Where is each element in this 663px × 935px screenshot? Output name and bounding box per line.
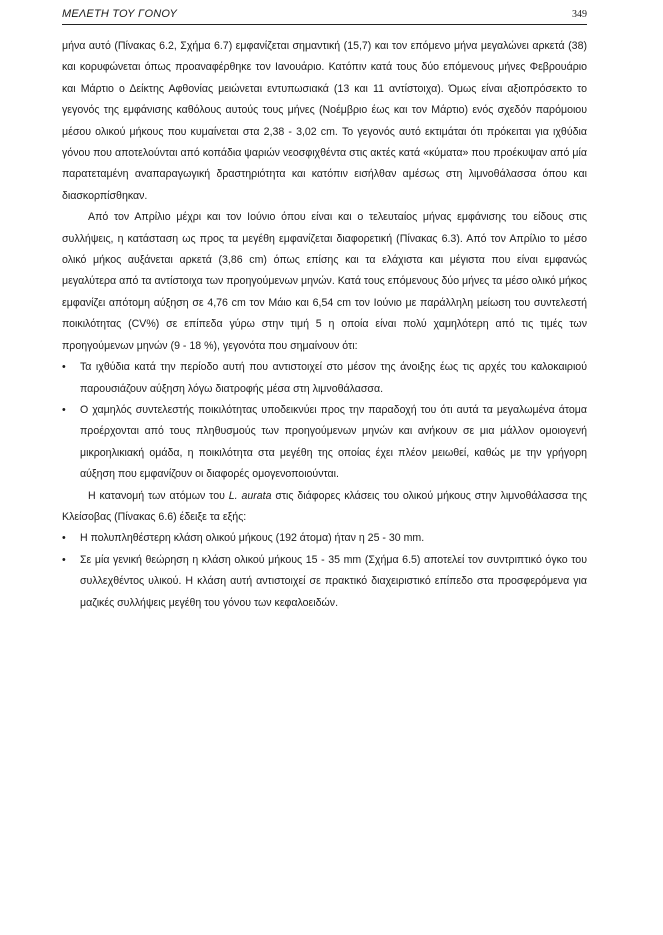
bullet-icon: •: [62, 532, 66, 545]
bullet-list-1: [62, 357, 587, 485]
list-item: [62, 528, 587, 549]
bullet-icon: •: [62, 361, 66, 374]
list-item: [62, 357, 587, 400]
list-item: [62, 550, 587, 614]
list-item-text: Τα ιχθύδια κατά την περίοδο αυτή που αντιστοιχεί στο μέσον της άνοιξης έως τις αρχές του καλοκαιριού παρουσιάζουν αύξηση λόγω διατροφής μέσα στη λιμνοθάλασσα.: [80, 361, 587, 395]
running-header: [62, 8, 587, 28]
paragraph-3-end: στις διάφορες κλάσεις του ολικού μήκους στην λιμνοθάλασσα της Κλείσοβας (Πίνακας 6.6) έδειξε τα εξής:: [62, 489, 587, 523]
list-item-text: Ο χαμηλός συντελεστής ποικιλότητας υποδεικνύει προς την παραδοχή του ότι αυτά τα μεγαλωμένα άτομα προέρχονται από τους πληθυσμούς των προηγούμενων μηνών και ανήκουν σε μια μάλλον ομοιογενή μικροηλικιακή ομάδα, η ποικιλότητα στα μεγέθη της οποίας έχει πλέον μειωθεί, καθώς με την γρήγορη αύξηση που εμφανίζουν οι διαφορές ομογενοποιούνται.: [80, 403, 587, 481]
list-item-text: Σε μία γενική θεώρηση η κλάση ολικού μήκους 15 - 35 mm (Σχήμα 6.5) αποτελεί τον συντριπτικό όγκο του συλλεχθέντος υλικού. Η κλάση αυτή αντιστοιχεί σε πρακτικό διαχειριστικό επίπεδο στα προσφερόμενα για μαζικές συλλήψεις μεγέθη του γόνου των κεφαλοειδών.: [80, 553, 587, 609]
paragraph-1: μήνα αυτό (Πίνακας 6.2, Σχήμα 6.7) εμφανίζεται σημαντική (15,7) και τον επόμενο μήνα μεγαλώνει αρκετά (38) και κορυφώνεται όπως προαναφέρθηκε τον Ιανουάριο. Κατόπιν κατά τους δύο επόμενους μήνες Φεβρουάριο και Μάρτιο ο Δείκτης Αφθονίας μειώνεται εντυπωσιακά (13 και 11 αντίστοιχα). Όμως είναι αξιοπρόσεκτο το γεγονός της εμφάνισης καθόλους αυτούς τους μήνες (Νοέμβριο έως και τον Μάρτιο) ενός σχεδόν παρόμοιου μέσου ολικού μήκους που κυμαίνεται στα 2,38 - 3,02 cm. Το γεγονός αυτό εκτιμάται ότι πρόκειται για ιχθύδια γόνου που αποτελούνται από κοπάδια ψαριών νεοσφιχθέντα στις ακτές κατά «κύματα» που προέκυψαν από μία παρατεταμένη αναπαραγωγική δραστηριότητα και κατόπιν εισήλθαν αμέσως στη λιμνοθάλασσα όπου και διασκορπίσθηκαν.: [62, 40, 587, 202]
paragraph-3: [62, 486, 587, 529]
page-number: 349: [572, 9, 587, 20]
bullet-list-2: [62, 528, 587, 614]
running-title: ΜΕΛΕΤΗ ΤΟΥ ΓΟΝΟΥ: [62, 8, 178, 20]
bullet-icon: •: [62, 403, 66, 416]
list-item-text: Η πολυπληθέστερη κλάση ολικού μήκους (192 άτομα) ήταν η 25 - 30 mm.: [80, 532, 425, 545]
paragraph-3-start: Η κατανομή των ατόμων του: [88, 489, 229, 502]
bullet-icon: •: [62, 553, 66, 566]
species-name: L. aurata: [228, 489, 272, 502]
paragraph-2: Από τον Απρίλιο μέχρι και τον Ιούνιο όπου είναι και ο τελευταίος μήνας εμφάνισης του είδους στις συλλήψεις, η κατάσταση ως προς τα μεγέθη εμφανίζεται διαφορετική (Πίνακας 6.3). Από τον Απρίλιο το μέσο ολικό μήκος αυξάνεται αρκετά (3,86 cm) όπως επίσης και τα ελάχιστα και μέγιστα που είναι εμφανώς μεγαλύτερα από τα αντίστοιχα των προηγούμενων μηνών. Κατά τους επόμενους δύο μήνες τα μέσο ολικό μήκος εμφανίζει απότομη αύξηση σε 4,76 cm τον Μάιο και 6,54 cm τον Ιούνιο με παράλληλη μείωση του συντελεστή ποικιλότητας (CV%) σε επίπεδα γύρω στην τιμή 5 η οποία είναι πολύ χαμηλότερη από τις τιμές των προηγούμενων μηνών (9 - 18 %), γεγονότα που σημαίνουν ότι:: [62, 211, 587, 352]
header-rule: [62, 24, 587, 25]
page-body: [62, 36, 587, 614]
list-item: [62, 400, 587, 486]
